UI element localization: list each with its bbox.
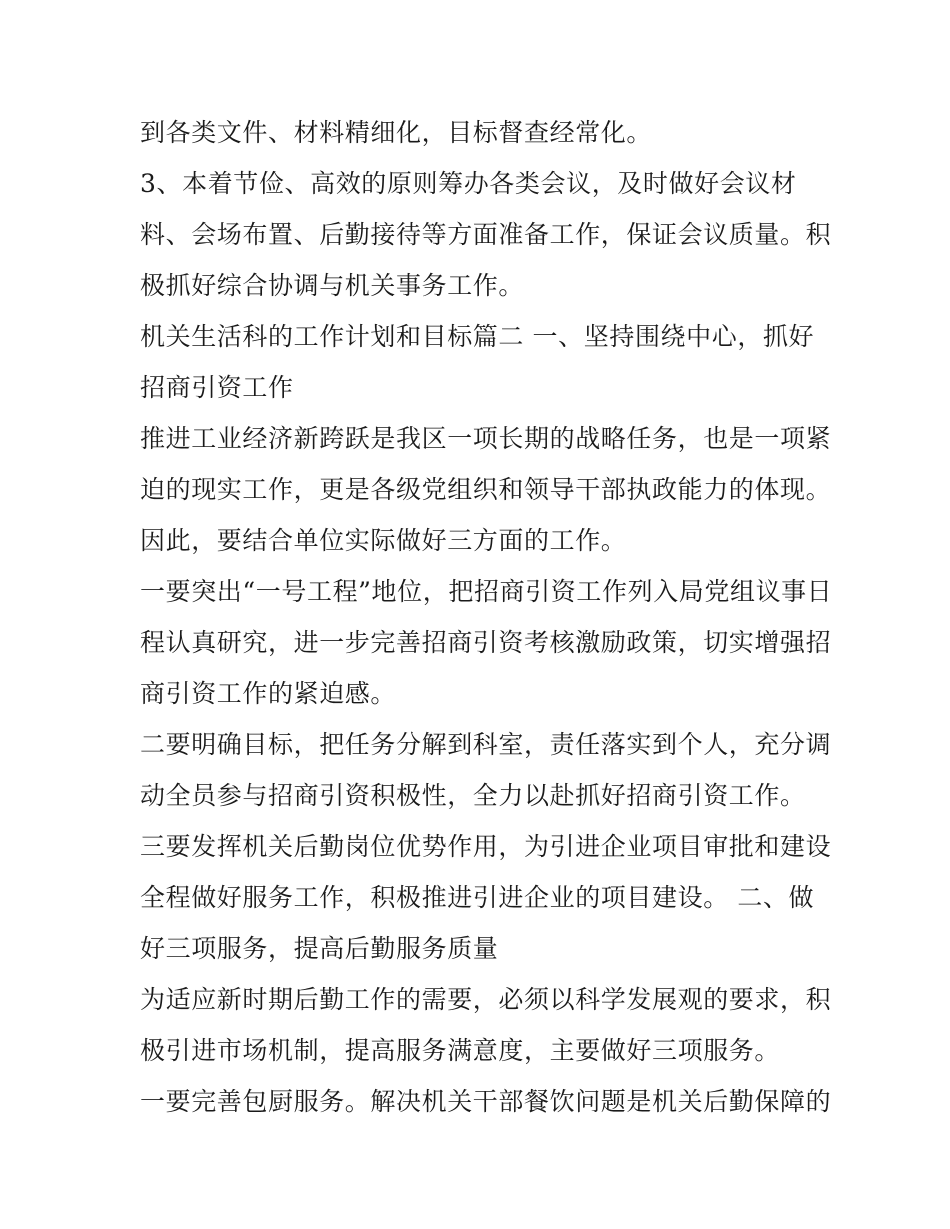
text-line: 迫的现实工作，更是各级党组织和领导干部执政能力的体现。	[140, 475, 832, 504]
text-line: 商引资工作的紧迫感。	[140, 679, 397, 708]
text-line: 三要发挥机关后勤岗位优势作用，为引进企业项目审批和建设	[140, 832, 832, 861]
text-line: 一要完善包厨服务。解决机关干部餐饮问题是机关后勤保障的	[140, 1087, 832, 1116]
section-heading-line: 招商引资工作	[140, 373, 294, 402]
section-heading-line: 好三项服务，提高后勤服务质量	[140, 934, 499, 963]
text-line: 动全员参与招商引资积极性，全力以赴抓好招商引资工作。	[140, 781, 806, 810]
text-line: 3、本着节俭、高效的原则筹办各类会议，及时做好会议材	[140, 169, 797, 198]
text-line: 程认真研究，进一步完善招商引资考核激励政策，切实增强招	[140, 628, 832, 657]
section-heading-line: 机关生活科的工作计划和目标篇二 一、坚持围绕中心，抓好	[140, 322, 815, 351]
document-body	[140, 107, 833, 1127]
text-line: 推进工业经济新跨跃是我区一项长期的战略任务，也是一项紧	[140, 424, 832, 453]
text-line: 为适应新时期后勤工作的需要，必须以科学发展观的要求，积	[140, 985, 832, 1014]
text-line: 全程做好服务工作，积极推进引进企业的项目建设。 二、做	[140, 883, 815, 912]
text-line: 极抓好综合协调与机关事务工作。	[140, 271, 525, 300]
text-line: 极引进市场机制，提高服务满意度，主要做好三项服务。	[140, 1036, 781, 1065]
text-line: 到各类文件、材料精细化，目标督查经常化。	[140, 118, 653, 147]
text-line: 料、会场布置、后勤接待等方面准备工作，保证会议质量。积	[140, 220, 832, 249]
text-line: 二要明确目标，把任务分解到科室，责任落实到个人，充分调	[140, 730, 832, 759]
text-line: 因此，要结合单位实际做好三方面的工作。	[140, 526, 627, 555]
text-line: 一要突出“一号工程”地位，把招商引资工作列入局党组议事日	[140, 577, 833, 606]
